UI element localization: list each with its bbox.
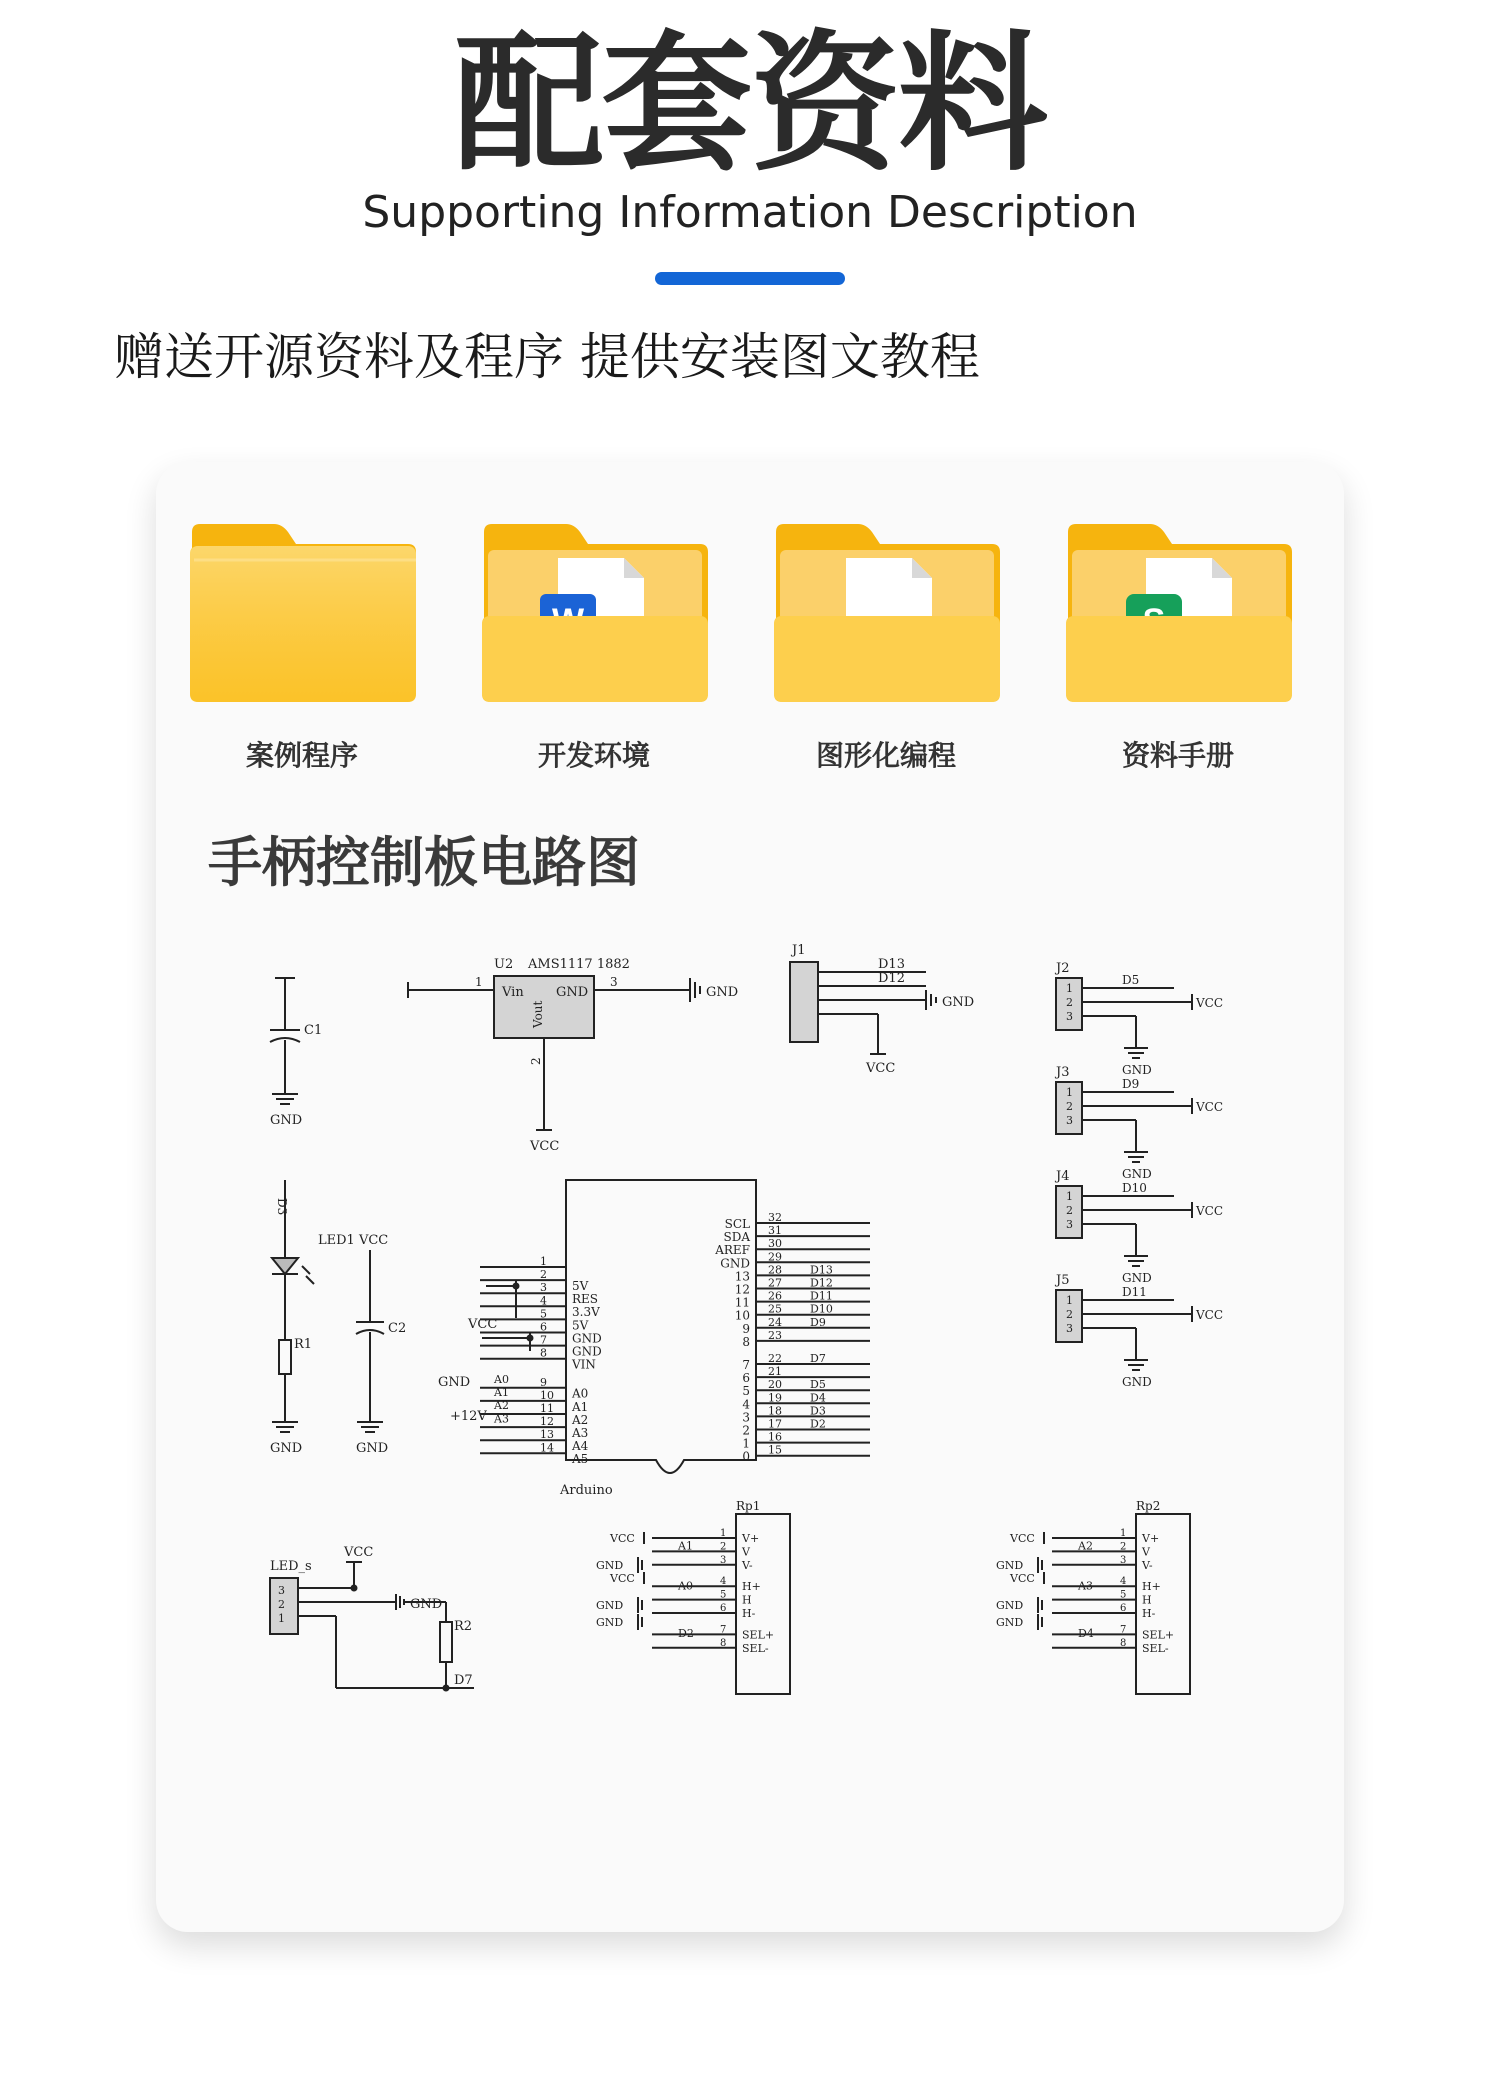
arduino-left-pin: GND — [572, 1344, 602, 1359]
header-ref: J3 — [1056, 1065, 1070, 1080]
svg-text:2: 2 — [1066, 1308, 1073, 1321]
arduino-right-pin-num: 19 — [768, 1391, 782, 1405]
folder-sheet-icon — [1062, 520, 1294, 720]
header-gnd: GND — [1122, 1271, 1152, 1285]
u2-pin2: 2 — [529, 1057, 543, 1065]
header-gnd: GND — [1122, 1167, 1152, 1181]
led-s-gnd: GND — [410, 1597, 443, 1612]
rp-pin-label: SEL- — [742, 1641, 769, 1655]
svg-text:2: 2 — [1066, 996, 1073, 1009]
regulator-u2 — [408, 957, 738, 1154]
arduino-right-pin: 0 — [742, 1449, 750, 1464]
arduino-right-pin-num: 28 — [768, 1263, 782, 1277]
led-s-label: LED_s — [270, 1559, 312, 1574]
arduino-left-pin: 3.3V — [572, 1305, 600, 1320]
rp-pin-label: H- — [1142, 1607, 1156, 1620]
arduino-12v: +12V — [450, 1409, 487, 1424]
page-title: 配套资料 — [453, 18, 1046, 192]
rp-net: A0 — [678, 1579, 693, 1593]
led1-label: LED1 VCC — [318, 1233, 389, 1248]
arduino-left-net: A3 — [494, 1412, 509, 1426]
rp-vcc: VCC — [1010, 1572, 1035, 1585]
tagline: 赠送开源资料及程序 提供安装图文教程 — [114, 328, 980, 386]
arduino-right-net: D7 — [810, 1352, 826, 1365]
arduino-left-net: A1 — [494, 1386, 509, 1400]
arduino-right-pin: 3 — [742, 1410, 750, 1425]
rp-pin-num: 6 — [720, 1603, 727, 1614]
header-j3 — [1054, 1065, 1223, 1181]
header-net: D11 — [1122, 1285, 1147, 1299]
rp-gnd: GND — [996, 1599, 1024, 1612]
headers-j2-j5 — [1054, 961, 1223, 1389]
arduino-right-pin: 1 — [742, 1436, 750, 1451]
arduino-left-pin-num: 14 — [540, 1441, 554, 1455]
rp-pin-num: 4 — [720, 1576, 727, 1588]
rp-net: D4 — [1078, 1627, 1094, 1640]
r2-label: R2 — [454, 1619, 473, 1634]
arduino-block — [438, 1180, 870, 1498]
arduino-left-pin-num: 5 — [540, 1307, 547, 1321]
folder-label: 开发环境 — [537, 739, 650, 772]
arduino-label: Arduino — [560, 1483, 613, 1498]
rp-gnd: GND — [596, 1559, 624, 1572]
folder-label: 资料手册 — [1121, 739, 1234, 772]
rp-pin-num: 3 — [1120, 1554, 1127, 1566]
arduino-right-pin: 6 — [742, 1371, 750, 1386]
header-ref: J2 — [1056, 961, 1070, 976]
rp-pin-num: 6 — [1120, 1603, 1127, 1614]
svg-text:2: 2 — [278, 1598, 285, 1611]
header-j5 — [1054, 1273, 1223, 1389]
arduino-right-net: D10 — [810, 1302, 833, 1316]
led-s-vcc: VCC — [344, 1545, 374, 1560]
u2-pin3: 3 — [610, 975, 618, 989]
rp-pin-label: H+ — [742, 1580, 761, 1594]
d3-label: D3 — [275, 1198, 289, 1216]
u2-gnd: GND — [556, 985, 589, 1000]
r1-label: R1 — [294, 1337, 313, 1352]
arduino-right-pin: SDA — [723, 1230, 750, 1245]
j1-vcc: VCC — [866, 1061, 896, 1076]
arduino-left-pin-num: 11 — [540, 1402, 554, 1415]
svg-text:1: 1 — [1066, 1086, 1073, 1099]
arduino-right-net: D13 — [810, 1263, 833, 1277]
j1-ref: J1 — [792, 943, 806, 958]
arduino-left-pin: A4 — [572, 1439, 589, 1454]
rp-vcc: VCC — [610, 1532, 635, 1545]
rp-ref: Rp1 — [736, 1499, 761, 1513]
arduino-left-net: A2 — [494, 1399, 509, 1413]
rp-pin-label: SEL+ — [742, 1628, 775, 1642]
rp-pin-num: 2 — [1120, 1541, 1127, 1553]
svg-text:1: 1 — [278, 1612, 285, 1625]
rp-net: A2 — [1078, 1539, 1093, 1553]
arduino-right-pin-num: 23 — [768, 1328, 782, 1342]
folder-document-icon — [770, 520, 1002, 720]
folder-label: 图形化编程 — [815, 739, 956, 772]
rp-pin-label: H — [1142, 1593, 1152, 1607]
rp-ref: Rp2 — [1136, 1499, 1161, 1513]
arduino-right-pin-num: 32 — [768, 1211, 782, 1224]
arduino-right-pin: 11 — [734, 1295, 750, 1310]
arduino-right-pin-num: 24 — [768, 1315, 782, 1329]
svg-text:3: 3 — [1066, 1114, 1073, 1127]
arduino-right-net: D11 — [810, 1289, 833, 1303]
arduino-right-pin: AREF — [715, 1243, 750, 1258]
arduino-left-pin-num: 12 — [540, 1415, 554, 1429]
rp-net: A1 — [678, 1539, 693, 1553]
arduino-left-pin-num: 6 — [540, 1320, 547, 1334]
d3-gnd: GND — [270, 1441, 303, 1456]
header-ref: J4 — [1056, 1169, 1070, 1184]
arduino-right-pin-num: 18 — [768, 1404, 782, 1418]
arduino-right-net: D3 — [810, 1404, 826, 1418]
arduino-right-pin: 7 — [742, 1358, 750, 1372]
header-j2 — [1054, 961, 1223, 1077]
arduino-left-pin-num: 10 — [540, 1388, 554, 1402]
arduino-right-pin: 8 — [742, 1334, 750, 1349]
rp-pin-num: 8 — [720, 1637, 727, 1649]
arduino-right-net: D9 — [810, 1315, 826, 1329]
u2-vin: Vin — [502, 985, 524, 1000]
arduino-left-pin: GND — [572, 1331, 602, 1346]
rp-pin-label: H- — [742, 1607, 756, 1620]
arduino-left-pin: 5V — [572, 1279, 589, 1293]
header-vcc: VCC — [1196, 1100, 1224, 1114]
rp-pin-label: V+ — [1142, 1532, 1160, 1545]
header-j1 — [790, 943, 974, 1076]
u2-vcc-label: VCC — [530, 1139, 560, 1154]
rp-net: D2 — [678, 1627, 694, 1640]
svg-text:1: 1 — [1066, 982, 1073, 995]
arduino-right-pin-num: 17 — [768, 1417, 782, 1431]
arduino-right-net: D12 — [810, 1276, 833, 1290]
arduino-left-pin-num: 1 — [540, 1255, 547, 1268]
rp-net: A3 — [1078, 1579, 1093, 1593]
arduino-left-pin: A1 — [572, 1399, 589, 1414]
header-j4 — [1054, 1169, 1223, 1285]
arduino-left-pin: RES — [572, 1292, 599, 1307]
arduino-right-net: D5 — [810, 1378, 826, 1392]
circuit-schematic — [210, 930, 1310, 1890]
section-title: 手柄控制板电路图 — [208, 831, 640, 894]
svg-text:3: 3 — [1066, 1322, 1073, 1335]
svg-text:1: 1 — [1066, 1190, 1073, 1203]
arduino-right-pin: 10 — [734, 1308, 750, 1323]
arduino-left-pin-num: 13 — [540, 1428, 554, 1442]
arduino-right-pin: SCL — [724, 1217, 750, 1231]
arduino-right-pin-num: 20 — [768, 1378, 782, 1392]
header-net: D10 — [1122, 1181, 1147, 1195]
arduino-right-pin-num: 29 — [768, 1250, 782, 1264]
svg-text:3: 3 — [278, 1584, 285, 1597]
rp-pin-num: 7 — [720, 1624, 727, 1636]
rp-gnd: GND — [596, 1599, 624, 1612]
arduino-right-pin: 4 — [742, 1397, 750, 1412]
rp-vcc: VCC — [1010, 1532, 1035, 1545]
header-net: D5 — [1122, 973, 1140, 987]
arduino-left-pin: A0 — [572, 1386, 589, 1401]
arduino-right-pin: GND — [720, 1256, 750, 1271]
c2-label: C2 — [388, 1321, 407, 1336]
u2-part: AMS1117 1882 — [528, 957, 630, 972]
arduino-left-pin: VIN — [572, 1357, 596, 1372]
folder-label: 案例程序 — [245, 739, 358, 772]
svg-text:1: 1 — [1066, 1294, 1073, 1307]
arduino-right-pin: 2 — [742, 1423, 750, 1438]
arduino-right-pin: 9 — [742, 1321, 750, 1336]
folder-data-manual[interactable] — [1062, 520, 1294, 770]
arduino-right-pin-num: 25 — [768, 1302, 782, 1316]
led-s-module — [270, 1545, 474, 1691]
arduino-gnd: GND — [438, 1375, 471, 1390]
rp-pin-label: V- — [742, 1558, 753, 1572]
svg-text:2: 2 — [1066, 1100, 1073, 1113]
folder-dev-environment[interactable] — [478, 520, 710, 770]
u2-vout: Vout — [531, 1000, 545, 1028]
rp-gnd: GND — [996, 1559, 1024, 1572]
capacitor-c2 — [356, 1250, 406, 1456]
rp-pin-label: H — [742, 1593, 752, 1607]
u2-gnd-label: GND — [706, 985, 739, 1000]
header-vcc: VCC — [1196, 1308, 1224, 1322]
rp-pin-label: H+ — [1142, 1580, 1161, 1594]
c2-gnd: GND — [356, 1441, 389, 1456]
led-s-net: D7 — [454, 1673, 473, 1688]
joystick-rp1 — [596, 1499, 790, 1694]
page-subtitle: Supporting Information Description — [362, 187, 1138, 238]
j1-net-d12: D12 — [878, 971, 905, 986]
svg-text:3: 3 — [1066, 1218, 1073, 1231]
u2-ref: U2 — [494, 957, 514, 972]
arduino-left-pin-num: 3 — [540, 1281, 547, 1295]
arduino-left-pin: 5V — [572, 1318, 589, 1333]
arduino-right-pin-num: 31 — [768, 1224, 782, 1238]
folder-word-icon — [478, 520, 710, 720]
u2-pin1: 1 — [475, 975, 483, 989]
arduino-right-pin-num: 21 — [768, 1365, 782, 1379]
arduino-right-pin: 5 — [742, 1384, 750, 1399]
rp-pin-num: 8 — [1120, 1637, 1127, 1649]
arduino-right-pin-num: 27 — [768, 1276, 782, 1290]
svg-text:3: 3 — [1066, 1010, 1073, 1023]
rp-pin-label: V — [742, 1545, 750, 1559]
rp-pin-num: 5 — [1120, 1589, 1127, 1601]
arduino-left-pin: A3 — [572, 1426, 589, 1440]
arduino-right-pin-num: 16 — [768, 1430, 782, 1444]
svg-text:2: 2 — [1066, 1204, 1073, 1217]
arduino-right-net: D2 — [810, 1417, 826, 1431]
c1-gnd-label: GND — [270, 1113, 303, 1128]
arduino-left-pin: A5 — [572, 1452, 589, 1467]
header-gnd: GND — [1122, 1375, 1152, 1389]
rp-gnd: GND — [996, 1616, 1024, 1629]
arduino-vcc: VCC — [468, 1317, 498, 1332]
rp-pin-num: 3 — [720, 1554, 727, 1566]
folder-graphical-programming[interactable] — [770, 520, 1002, 770]
rp-gnd: GND — [596, 1616, 624, 1629]
rp-pin-label: V- — [1142, 1558, 1153, 1572]
arduino-left-pin-num: 2 — [540, 1268, 547, 1282]
arduino-left-pin-num: 7 — [540, 1333, 547, 1347]
header-vcc: VCC — [1196, 996, 1224, 1010]
rp-pin-label: V+ — [742, 1532, 760, 1545]
c1-label: C1 — [304, 1023, 323, 1038]
header-ref: J5 — [1056, 1273, 1070, 1288]
title-accent-bar — [655, 272, 845, 285]
rp-vcc: VCC — [610, 1572, 635, 1585]
arduino-left-pin: A2 — [572, 1412, 589, 1427]
rp-pin-num: 1 — [1120, 1528, 1127, 1539]
arduino-left-pin-num: 4 — [540, 1294, 547, 1308]
arduino-right-pin-num: 15 — [768, 1443, 782, 1457]
arduino-right-pin: 12 — [734, 1282, 750, 1297]
rp-pin-num: 1 — [720, 1528, 727, 1539]
arduino-right-pin-num: 26 — [768, 1289, 782, 1303]
rp-pin-num: 5 — [720, 1589, 727, 1601]
rp-pin-num: 4 — [1120, 1576, 1127, 1588]
j1-gnd: GND — [942, 995, 975, 1010]
arduino-right-pin-num: 30 — [768, 1237, 782, 1251]
rp-pin-label: SEL- — [1142, 1641, 1169, 1655]
arduino-left-net: A0 — [494, 1373, 509, 1386]
capacitor-c1 — [270, 978, 322, 1128]
header-vcc: VCC — [1196, 1204, 1224, 1218]
header-net: D9 — [1122, 1077, 1140, 1091]
j1-net-d13: D13 — [878, 957, 905, 972]
rp-pin-num: 2 — [720, 1541, 727, 1553]
arduino-right-pin: 13 — [734, 1269, 750, 1284]
rp-pin-num: 7 — [1120, 1624, 1127, 1636]
rp-pin-label: SEL+ — [1142, 1628, 1175, 1642]
arduino-left-pin-num: 8 — [540, 1346, 547, 1360]
header-gnd: GND — [1122, 1063, 1152, 1077]
folder-icon — [186, 520, 418, 720]
rp-pin-label: V — [1142, 1545, 1150, 1559]
joystick-rp2 — [996, 1499, 1190, 1694]
arduino-right-net: D4 — [810, 1391, 826, 1405]
folder-case-programs[interactable] — [186, 520, 418, 770]
arduino-right-pin-num: 22 — [768, 1352, 782, 1365]
arduino-left-pin-num: 9 — [540, 1375, 547, 1389]
